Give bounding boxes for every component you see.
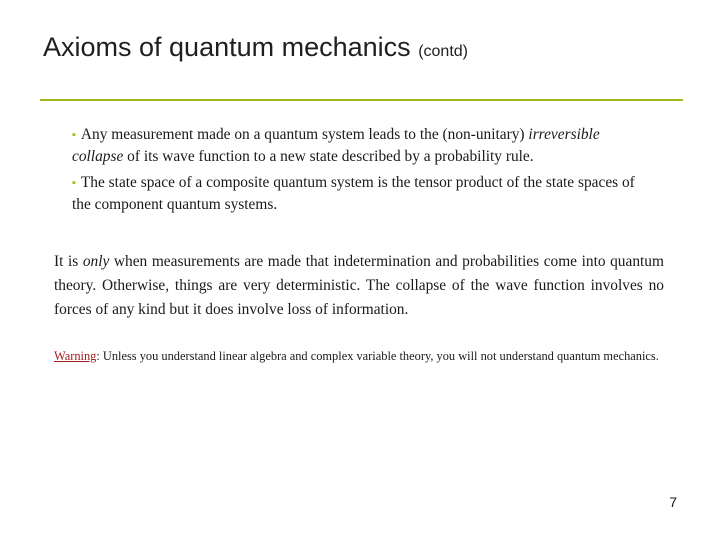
title-divider: [40, 99, 683, 101]
warning-text: : Unless you understand linear algebra and complex variable theory, you will not understand quantum mechanics.: [96, 349, 659, 363]
bullet-list: [72, 124, 642, 220]
bullet-square-icon: ▪: [72, 129, 76, 141]
page-number: 7: [669, 494, 677, 510]
slide-title-suffix: (contd): [418, 43, 468, 60]
bullet-item-measurement: [72, 124, 642, 168]
bullet-text-after: of its wave function to a new state described by a probability rule.: [127, 148, 534, 165]
warning-note: [54, 346, 662, 366]
bullet-emphasis: irreversible collapse: [72, 126, 600, 165]
paragraph-emphasis: only: [82, 253, 110, 270]
bullet-text-before: Any measurement made on a quantum system leads to the (non-unitary): [80, 126, 525, 143]
slide-title: [43, 32, 468, 63]
warning-label: Warning: [54, 349, 97, 363]
bullet-item-composite: [72, 172, 642, 216]
bullet-square-icon: ▪: [72, 177, 76, 189]
body-paragraph: [54, 250, 664, 322]
paragraph-before: It is: [54, 253, 79, 270]
paragraph-after: when measurements are made that indetermination and probabilities come into quantum theory. Otherwise, things are very deterministic. The collapse of the wave function involves no forces of any kind but it does involve loss of information.: [54, 253, 664, 318]
slide-title-main: Axioms of quantum mechanics: [43, 32, 411, 62]
bullet-text: The state space of a composite quantum system is the tensor product of the state spaces of the component quantum systems.: [72, 174, 635, 213]
